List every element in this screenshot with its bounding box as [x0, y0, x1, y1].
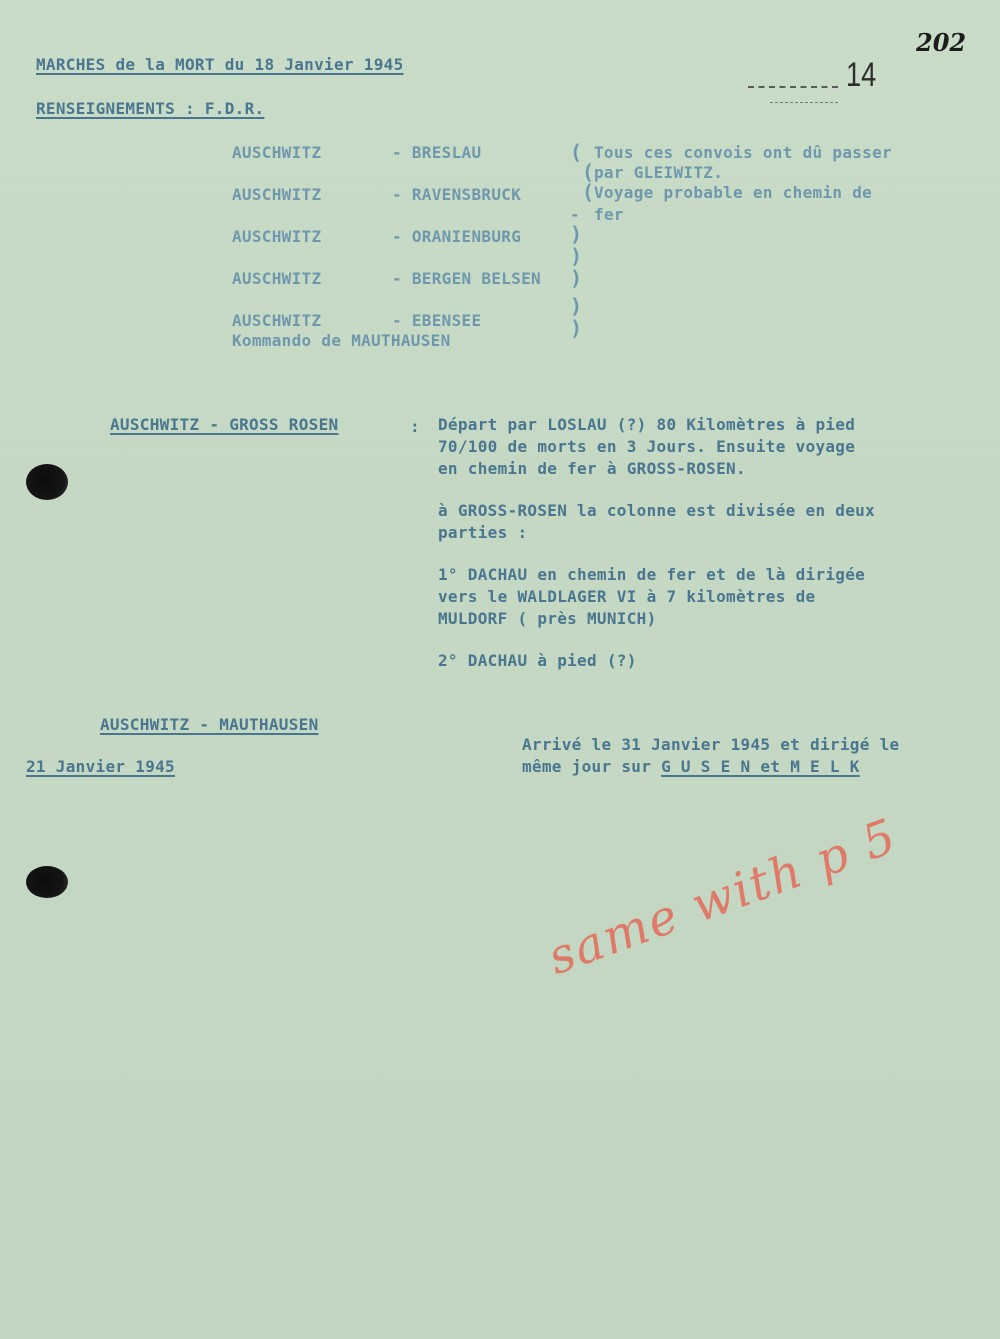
mauthausen-heading: AUSCHWITZ - MAUTHAUSEN [100, 715, 319, 734]
gross-rosen-line: en chemin de fer à GROSS-ROSEN. [438, 459, 746, 478]
convoy-note-line: fer [594, 205, 624, 224]
convoy-to-4: - BERGEN BELSEN [392, 269, 541, 288]
gross-rosen-line: 2° DACHAU à pied (?) [438, 651, 637, 670]
gross-rosen-line: 1° DACHAU en chemin de fer et de là dirigée [438, 565, 866, 584]
bracket-mark: ) [570, 266, 583, 290]
mauthausen-date: 21 Janvier 1945 [26, 757, 175, 776]
convoy-from-4: AUSCHWITZ [232, 269, 322, 288]
handwritten-note: same with p 5 [540, 807, 905, 986]
punch-hole-top [26, 464, 68, 500]
bracket-dash: - [570, 205, 580, 224]
punch-hole-bottom [26, 866, 68, 898]
gross-rosen-line: à GROSS-ROSEN la colonne est divisée en deux [438, 501, 876, 520]
convoy-to-1: - BRESLAU [392, 143, 482, 162]
bracket-mark: ( [582, 160, 595, 184]
bracket-mark: ) [570, 316, 583, 340]
page-number: 202 [916, 28, 967, 57]
convoy-note-line: Voyage probable en chemin de [594, 183, 873, 202]
convoy-note-line: par GLEIWITZ. [594, 163, 724, 182]
convoy-subtitle: Kommando de MAUTHAUSEN [232, 331, 451, 350]
bracket-mark: ) [570, 222, 583, 246]
gross-rosen-line: Départ par LOSLAU (?) 80 Kilomètres à pied [438, 415, 856, 434]
stamp-number: 14 [846, 56, 877, 94]
mauthausen-places: G U S E N et M E L K [661, 757, 860, 776]
stamp-dashes-2 [770, 102, 838, 103]
convoy-from-3: AUSCHWITZ [232, 227, 322, 246]
convoy-to-5: - EBENSEE [392, 311, 482, 330]
convoy-from-1: AUSCHWITZ [232, 143, 322, 162]
stamp-dashes [748, 86, 838, 88]
mauthausen-line-1: Arrivé le 31 Janvier 1945 et dirigé le [522, 735, 900, 754]
bracket-mark: ( [582, 180, 595, 204]
gross-rosen-line: 70/100 de morts en 3 Jours. Ensuite voyage [438, 437, 856, 456]
convoy-to-3: - ORANIENBURG [392, 227, 522, 246]
bracket-mark: ) [570, 294, 583, 318]
bracket-mark: ) [570, 244, 583, 268]
colon-mark: : [410, 417, 420, 436]
convoy-from-5: AUSCHWITZ [232, 311, 322, 330]
gross-rosen-line: MULDORF ( près MUNICH) [438, 609, 657, 628]
convoy-note-line: Tous ces convois ont dû passer [594, 143, 892, 162]
gross-rosen-line: vers le WALDLAGER VI à 7 kilomètres de [438, 587, 816, 606]
convoy-to-2: - RAVENSBRUCK [392, 185, 522, 204]
mauthausen-line-2 [522, 756, 860, 777]
convoy-from-2: AUSCHWITZ [232, 185, 322, 204]
gross-rosen-heading: AUSCHWITZ - GROSS ROSEN [110, 415, 339, 434]
bracket-mark: ( [570, 140, 583, 164]
mauthausen-line-2-prefix: même jour sur [522, 757, 662, 776]
document-title: MARCHES de la MORT du 18 Janvier 1945 [36, 55, 404, 74]
source-line: RENSEIGNEMENTS : F.D.R. [36, 99, 265, 118]
gross-rosen-line: parties : [438, 523, 528, 542]
